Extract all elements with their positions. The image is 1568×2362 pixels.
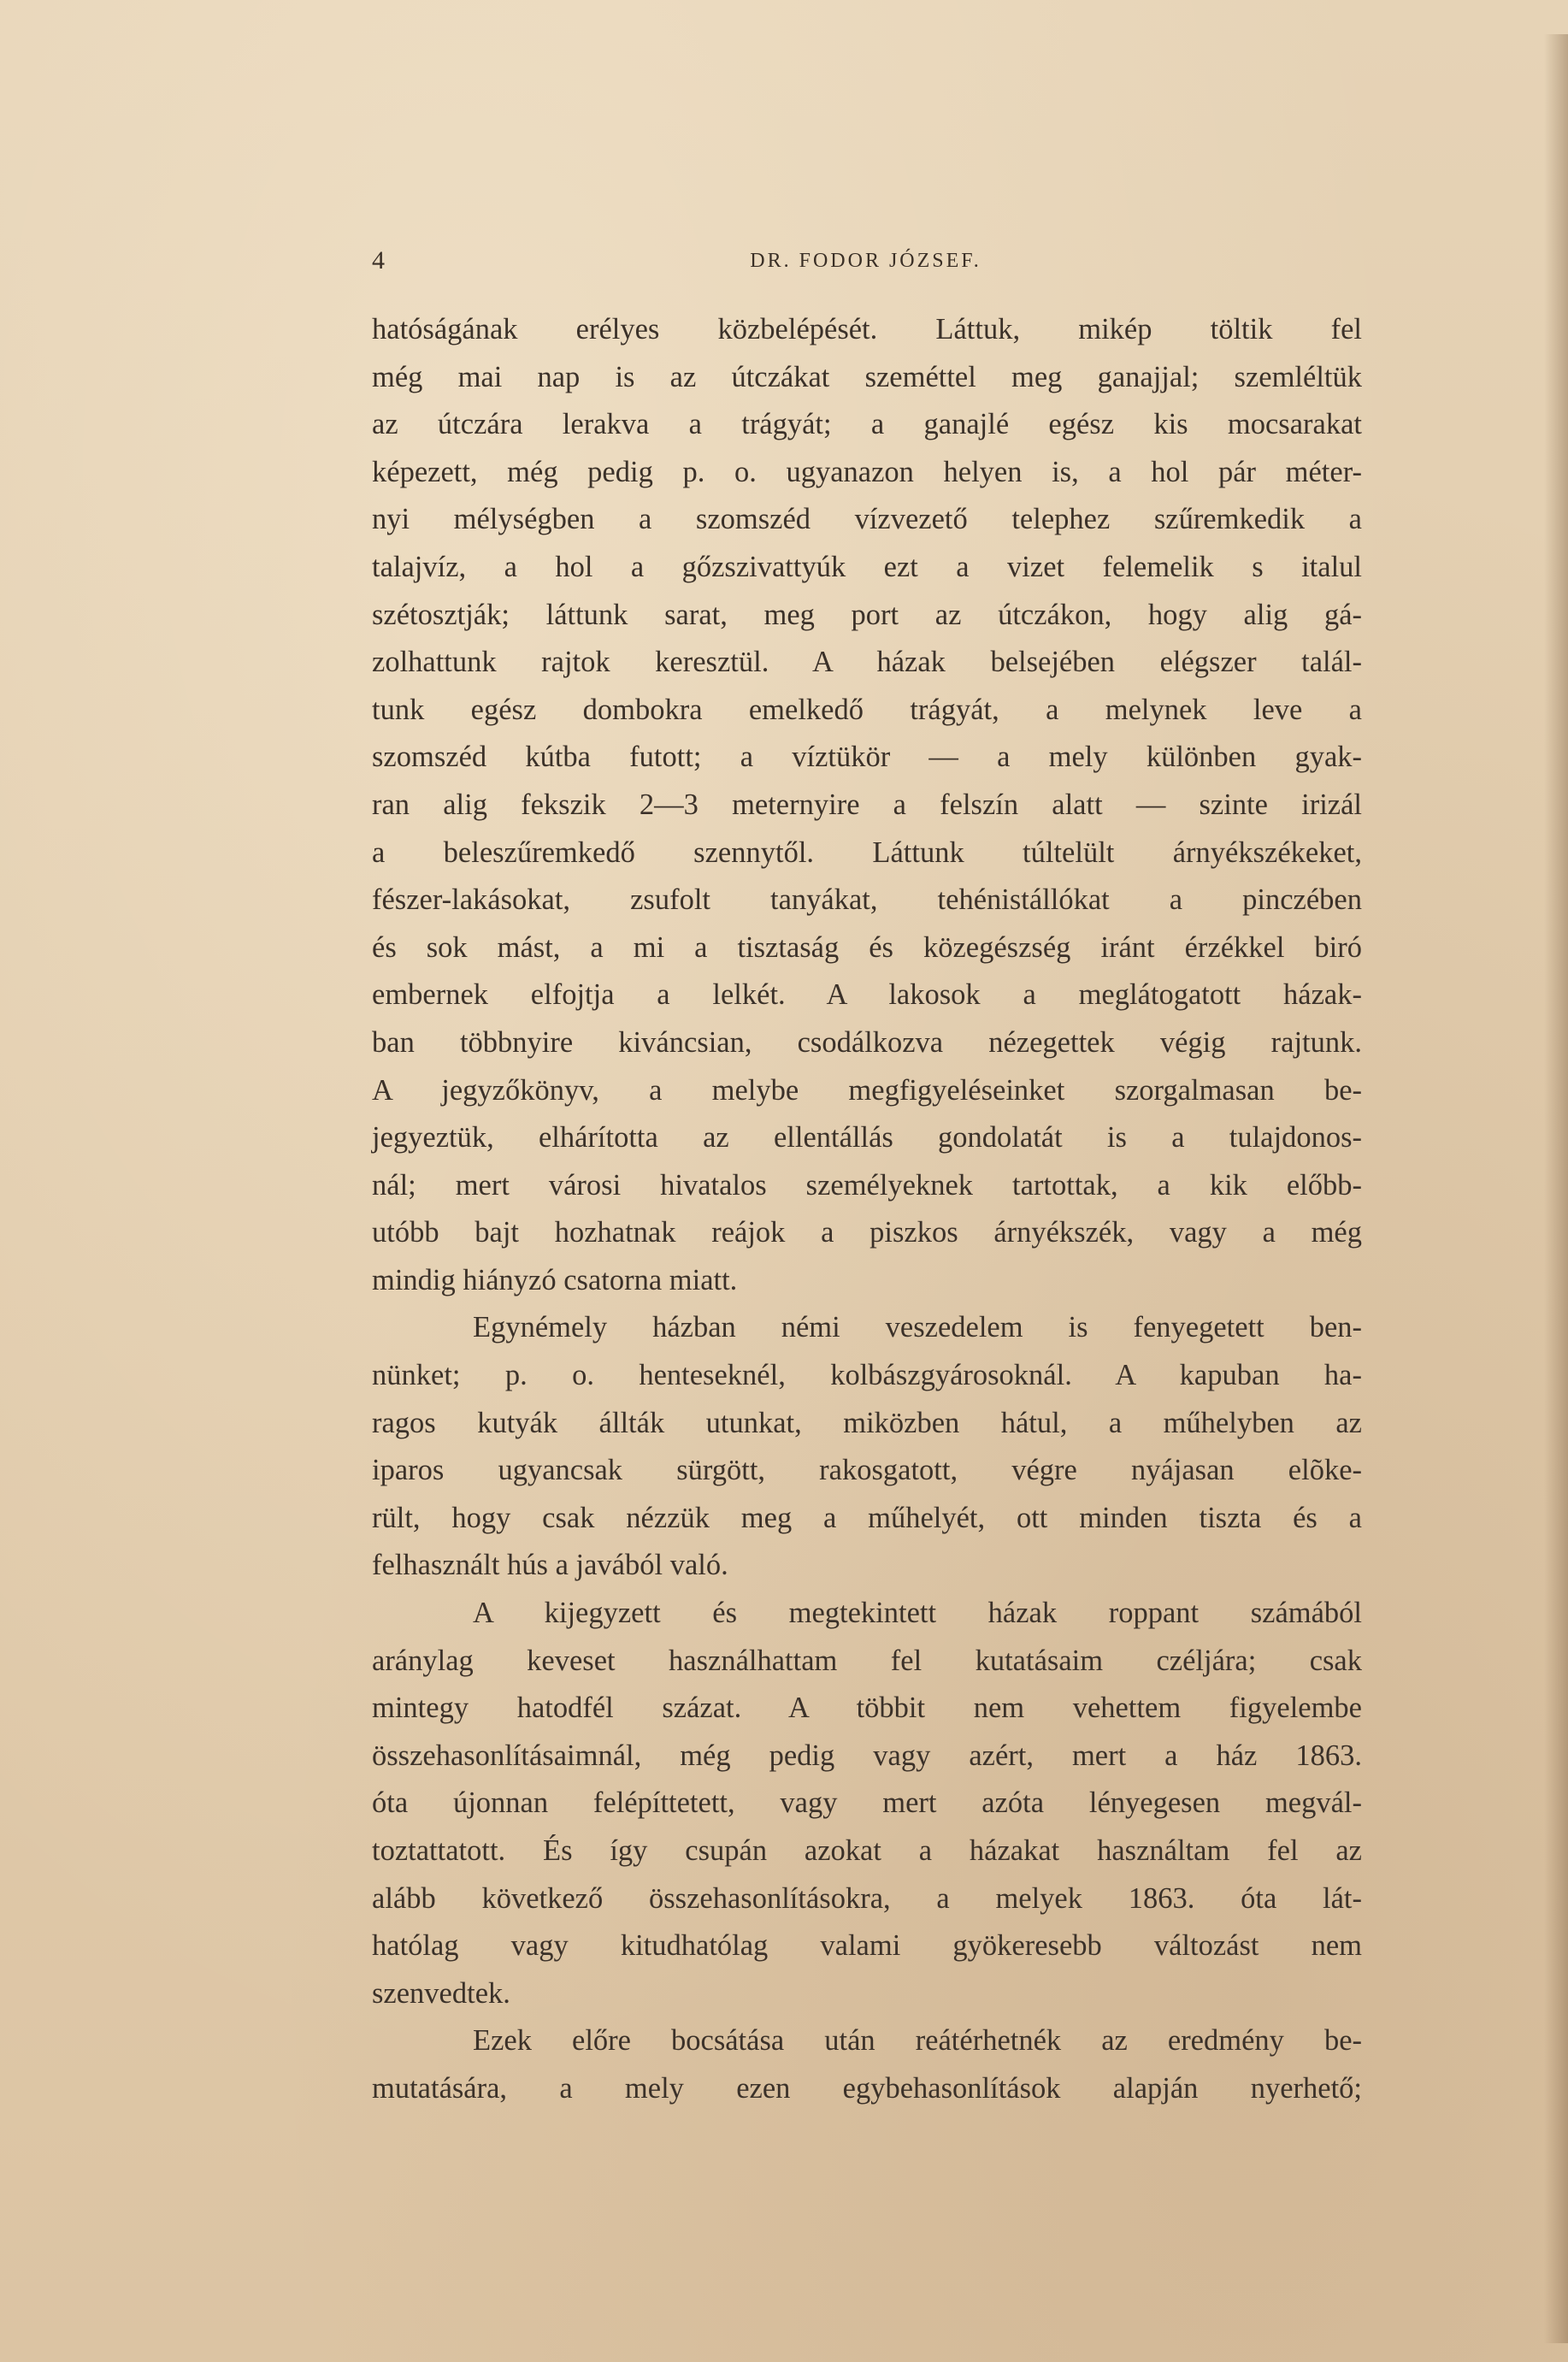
text-line: nál; mert városi hivatalos személyeknek tartottak, a kik előbb- — [372, 1168, 1362, 1202]
text-line: szenvedtek. — [372, 1976, 510, 2010]
text-line: Egynémely házban némi veszedelem is fenyegetett ben- — [473, 1311, 1362, 1344]
text-line: összehasonlításaimnál, még pedig vagy azért, mert a ház 1863. — [372, 1739, 1362, 1772]
text-line: mindig hiányzó csatorna miatt. — [372, 1263, 738, 1296]
paragraph — [372, 1304, 1362, 1590]
text-line: a beleszűremkedő szennytől. Láttunk túltelült árnyékszékeket, — [372, 836, 1362, 869]
page-edge-shadow — [1544, 34, 1568, 2343]
text-line: utóbb bajt hozhatnak reájok a piszkos árnyékszék, vagy a még — [372, 1216, 1362, 1249]
paragraph — [372, 306, 1362, 1304]
text-line: óta újonnan felépíttetett, vagy mert azóta lényegesen megvál- — [372, 1786, 1362, 1820]
text-line: hatólag vagy kitudhatólag valami gyökeresebb változást nem — [372, 1929, 1362, 1963]
text-line: rült, hogy csak nézzük meg a műhelyét, ott minden tiszta és a — [372, 1501, 1362, 1534]
text-line: és sok mást, a mi a tisztaság és közegészség iránt érzékkel biró — [372, 930, 1362, 964]
text-line: tunk egész dombokra emelkedő trágyát, a melynek leve a — [372, 693, 1362, 726]
text-line: ragos kutyák állták utunkat, miközben hátul, a műhelyben az — [372, 1406, 1362, 1439]
text-line: az útczára lerakva a trágyát; a ganajlé egész kis mocsarakat — [372, 408, 1362, 441]
paragraph — [372, 2017, 1362, 2112]
text-line: mintegy hatodfél százat. A többit nem vehettem figyelembe — [372, 1692, 1362, 1725]
text-line: Ezek előre bocsátása után reátérhetnék az eredmény be- — [473, 2024, 1362, 2058]
text-line: A kijegyzett és megtekintett házak roppant számából — [473, 1597, 1362, 1630]
text-line: toztattatott. És így csupán azokat a házakat használtam fel az — [372, 1834, 1362, 1867]
text-line: hatóságának erélyes közbelépését. Láttuk, mikép töltik fel — [372, 313, 1362, 345]
text-line: felhasznált hús a javából való. — [372, 1549, 728, 1582]
text-line: fészer-lakásokat, zsufolt tanyákat, tehénistállókat a pinczében — [372, 883, 1362, 917]
text-line: ran alig fekszik 2—3 meternyire a felszín alatt — szinte irizál — [372, 788, 1362, 821]
page-number: 4 — [372, 246, 386, 275]
page-header — [372, 246, 1359, 280]
text-line: képezett, még pedig p. o. ugyanazon helyen is, a hol pár méter- — [372, 455, 1362, 488]
text-line: még mai nap is az útczákat szeméttel meg ganajjal; szemléltük — [372, 360, 1362, 393]
paragraph — [372, 1590, 1362, 2017]
text-line: jegyeztük, elhárította az ellentállás gondolatát is a tulajdonos- — [372, 1121, 1362, 1154]
running-head: DR. FODOR JÓZSEF. — [750, 250, 981, 272]
text-line: embernek elfojtja a lelkét. A lakosok a meglátogatott házak- — [372, 978, 1362, 1012]
text-line: szomszéd kútba futott; a víztükör — a mely különben gyak- — [372, 741, 1362, 774]
body-text — [372, 306, 1362, 2113]
text-line: talajvíz, a hol a gőzszivattyúk ezt a vizet felemelik s italul — [372, 550, 1362, 583]
text-line: aránylag keveset használhattam fel kutatásaim czéljára; csak — [372, 1644, 1362, 1677]
text-line: iparos ugyancsak sürgött, rakosgatott, végre nyájasan elõke- — [372, 1454, 1362, 1487]
text-line: zolhattunk rajtok keresztül. A házak belsejében elégszer talál- — [372, 646, 1362, 679]
text-line: ban többnyire kiváncsian, csodálkozva nézegettek végig rajtunk. — [372, 1025, 1362, 1059]
text-line: nünket; p. o. henteseknél, kolbászgyárosoknál. A kapuban ha- — [372, 1359, 1362, 1392]
text-line: mutatására, a mely ezen egybehasonlítások alapján nyerhető; — [372, 2071, 1362, 2105]
text-line: alább következő összehasonlításokra, a melyek 1863. óta lát- — [372, 1881, 1362, 1915]
text-line: szétosztják; láttunk sarat, meg port az útczákon, hogy alig gá- — [372, 598, 1362, 631]
text-line: A jegyzőkönyv, a melybe megfigyeléseinket szorgalmasan be- — [372, 1073, 1362, 1107]
text-line: nyi mélységben a szomszéd vízvezető telephez szűremkedik a — [372, 503, 1362, 536]
